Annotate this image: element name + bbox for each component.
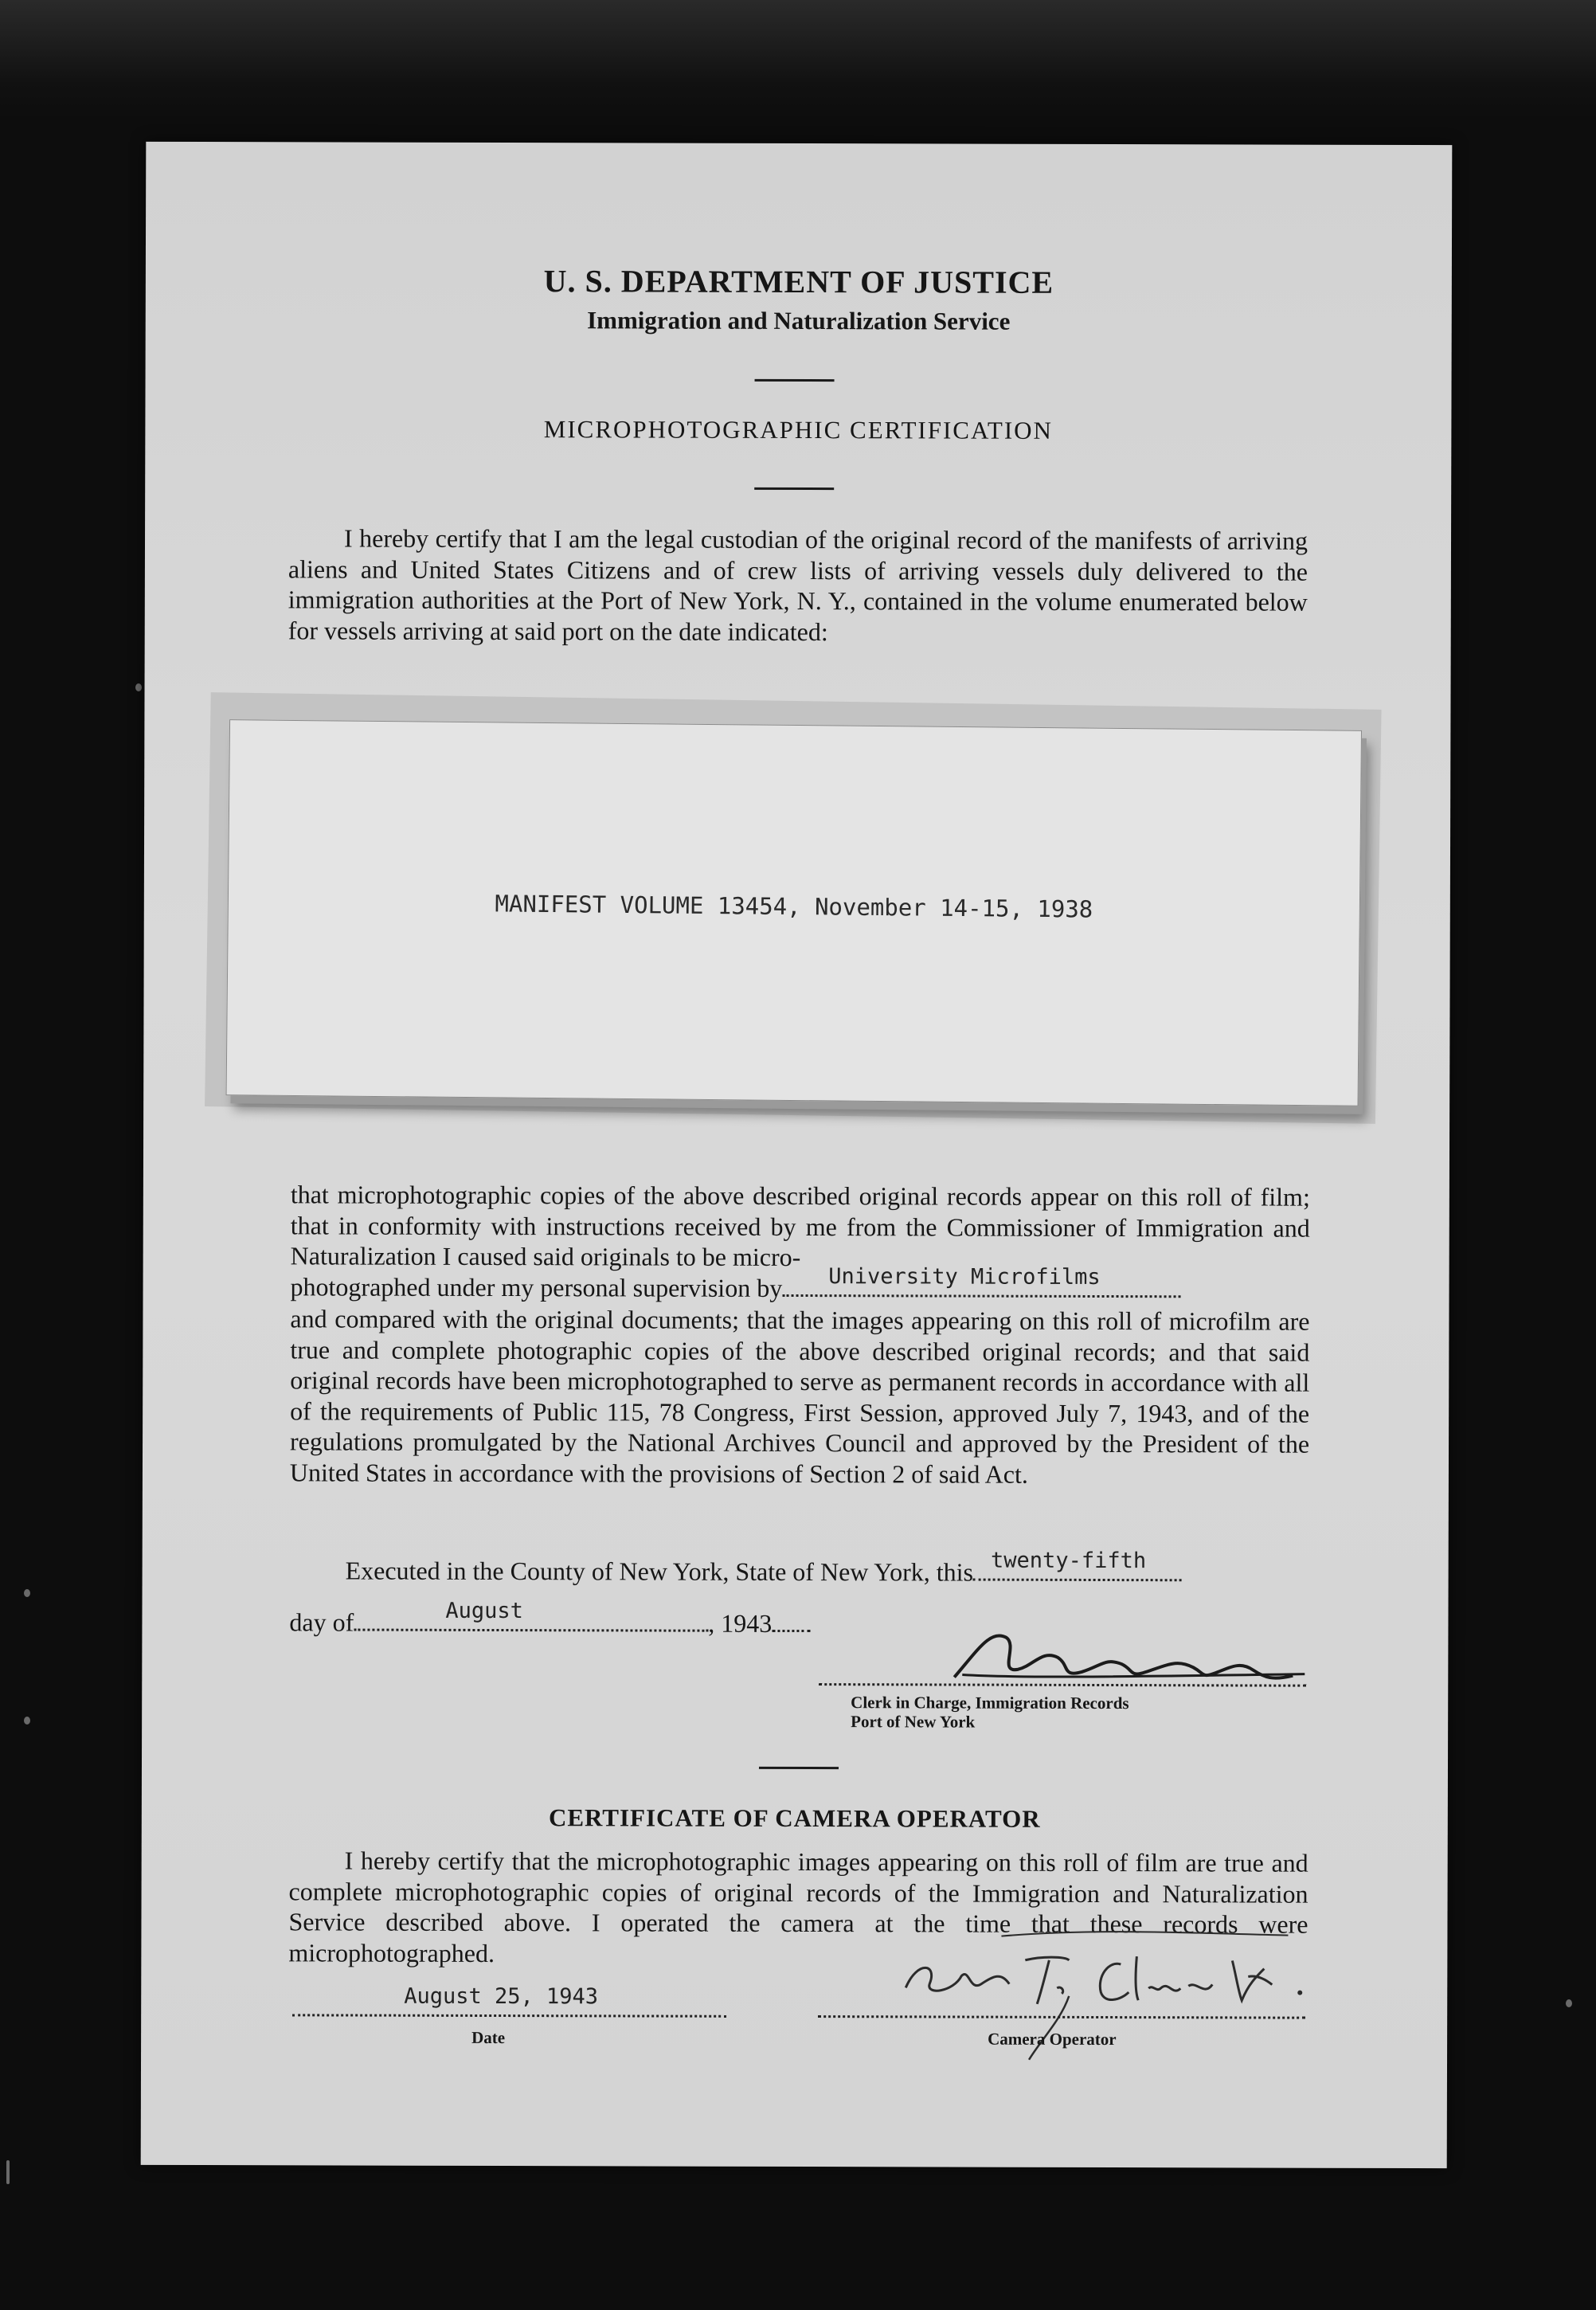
camera-operator-signature [882,1928,1328,2072]
intro-paragraph: I hereby certify that I am the legal custodian of the original record of the manifests of arriving aliens and United States Citizens and of crew lists of arriving vessels duly delivered to the immigration authorities at the Port of New York, N. Y., contained in the volume enumerated below for vessels arriving at said port on the date indicated: [288,523,1308,646]
divider-rule [754,487,834,490]
supervisor-fill-line [782,1264,1180,1298]
year-prefix: , 194 [708,1608,760,1638]
supervision-line [290,1264,1310,1305]
camera-operator-label: Camera Operator [988,2029,1117,2050]
execution-day-fill [973,1548,1182,1582]
execution-day: twenty-fifth [991,1548,1147,1574]
body-paragraph-start: that microphotographic copies of the above described original records appear on this roll of film; that in conformity with instructions received by me from the Commissioner of Immigration and Naturalization I caused said originals to be micro- [290,1180,1310,1272]
certificate-date: August 25, 1943 [404,1983,599,2010]
camera-operator-statement: I hereby certify that the microphotographic images appearing on this roll of film are true and complete microphotographic copies of original records of the Immigration and Naturalization Service described above. I operated the camera at the time that these records were microphotographed. [288,1846,1308,1967]
volume-card-text: MANIFEST VOLUME 13454, November 14-15, 1938 [495,890,1093,923]
supervision-prefix: photographed under my personal supervision by [290,1272,783,1302]
execution-month: August [445,1598,523,1624]
clerk-title-line2: Port of New York [851,1712,976,1732]
date-fill-line [292,2014,726,2017]
year-fill-line [772,1609,810,1632]
service-heading: Immigration and Naturalization Service [587,306,1011,335]
clerk-signature [930,1601,1376,1689]
divider-rule [759,1767,839,1769]
execution-prefix: Executed in the County of New York, State of New York, this [345,1556,974,1587]
volume-card [226,719,1362,1106]
supervisor-name: University Microfilms [828,1264,1101,1290]
clerk-title-line1: Clerk in Charge, Immigration Records [851,1693,1129,1713]
day-of-line [289,1598,810,1639]
camera-operator-heading: CERTIFICATE OF CAMERA OPERATOR [548,1803,1041,1833]
certification-title: MICROPHOTOGRAPHIC CERTIFICATION [543,415,1054,444]
day-of-label: day of [289,1607,354,1637]
department-heading: U. S. DEPARTMENT OF JUSTICE [543,263,1054,300]
year-suffix: 3 [759,1608,773,1638]
date-label: Date [471,2027,506,2048]
month-fill-line [354,1598,708,1632]
certificate-document [141,142,1453,2168]
execution-line [345,1548,1317,1589]
body-paragraph-end: and compared with the original documents; that the images appearing on this roll of microfilm are true and complete photographic copies of the above described original records; and that said original records have been microphotographed to serve as permanent records in accordance with all of the requirements of Public 115, 78 Congress, First Session, approved July 7, 1943, and of the regulations promulgated by the National Archives Council and approved by the President of the United States in accordance with the provisions of Section 2 of said Act. [289,1304,1310,1489]
divider-rule [755,379,835,382]
film-edge-top [0,0,1596,119]
